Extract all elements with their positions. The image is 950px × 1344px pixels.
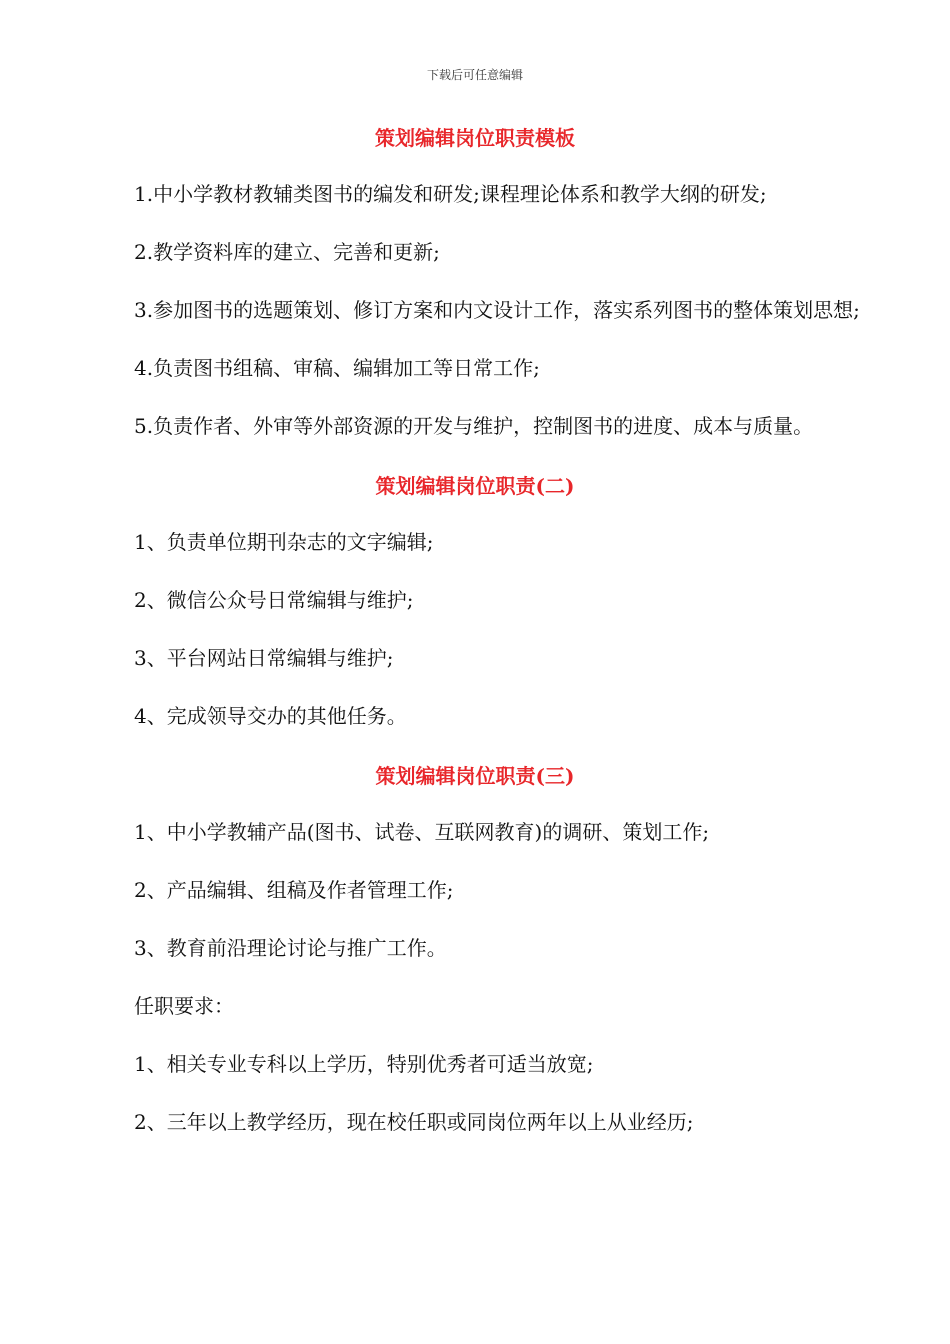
paragraph: 2、微信公众号日常编辑与维护;	[134, 588, 414, 612]
paragraph: 4.负责图书组稿、审稿、编辑加工等日常工作;	[134, 356, 540, 380]
paragraph: 3、平台网站日常编辑与维护;	[134, 646, 394, 670]
paragraph: 1.中小学教材教辅类图书的编发和研发;课程理论体系和教学大纲的研发;	[134, 182, 767, 206]
paragraph: 2、产品编辑、组稿及作者管理工作;	[134, 878, 454, 902]
paragraph: 1、相关专业专科以上学历，特别优秀者可适当放宽;	[134, 1052, 594, 1076]
document-body	[88, 118, 862, 1162]
section-title: 策划编辑岗位职责(二)	[375, 474, 575, 498]
paragraph: 3、教育前沿理论讨论与推广工作。	[134, 936, 447, 960]
section-title: 策划编辑岗位职责模板	[375, 126, 575, 150]
paragraph: 2.教学资料库的建立、完善和更新;	[134, 240, 440, 264]
paragraph: 任职要求：	[134, 994, 234, 1018]
paragraph: 4、完成领导交办的其他任务。	[134, 704, 407, 728]
section-title: 策划编辑岗位职责(三)	[375, 764, 575, 788]
paragraph: 1、负责单位期刊杂志的文字编辑;	[134, 530, 434, 554]
paragraph: 1、中小学教辅产品(图书、试卷、互联网教育)的调研、策划工作;	[134, 820, 710, 844]
paragraph: 2、三年以上教学经历，现在校任职或同岗位两年以上从业经历;	[134, 1110, 694, 1134]
paragraph: 3.参加图书的选题策划、修订方案和内文设计工作，落实系列图书的整体策划思想;	[134, 298, 860, 322]
header-note: 下载后可任意编辑	[426, 68, 523, 82]
paragraph: 5.负责作者、外审等外部资源的开发与维护，控制图书的进度、成本与质量。	[134, 414, 814, 438]
